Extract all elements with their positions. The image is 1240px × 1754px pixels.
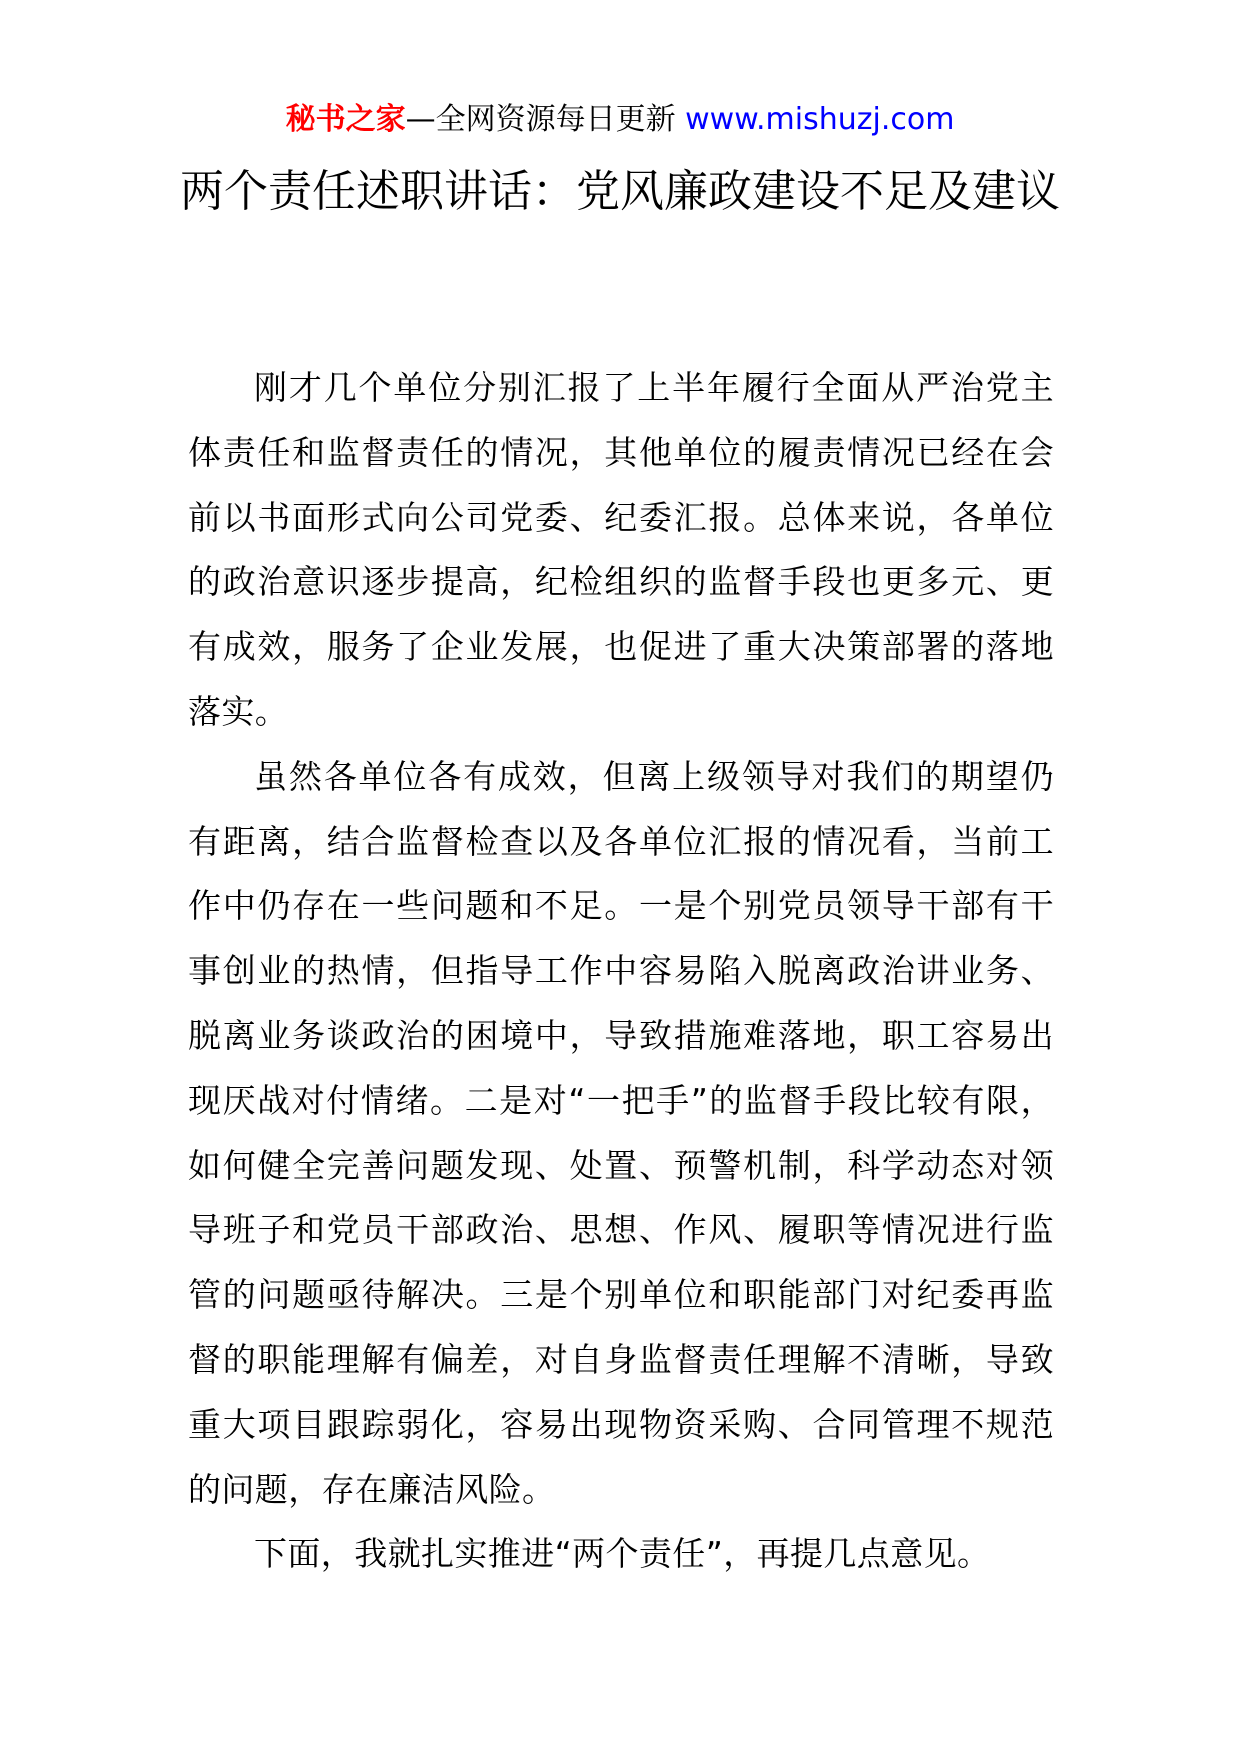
body-paragraph-3: 下面，我就扎实推进“两个责任”，再提几点意见。 <box>254 1534 991 1574</box>
document-body <box>188 356 1054 1587</box>
site-tagline: —全网资源每日更新 <box>405 102 676 137</box>
body-paragraph-2: 虽然各单位各有成效，但离上级领导对我们的期望仍有距离，结合监督检查以及各单位汇报的情况看，当前工作中仍存在一些问题和不足。一是个别党员领导干部有干事创业的热情，但指导工作中容易陷入脱离政治讲业务、脱离业务谈政治的困境中，导致措施难落地，职工容易出现厌战对付情绪。二是对“一把手”的监督手段比较有限，如何健全完善问题发现、处置、预警机制，科学动态对领导班子和党员干部政治、思想、作风、履职等情况进行监管的问题亟待解决。三是个别单位和职能部门对纪委再监督的职能理解有偏差，对自身监督责任理解不清晰，导致重大项目跟踪弱化，容易出现物资采购、合同管理不规范的问题，存在廉洁风险。 <box>188 756 1054 1509</box>
site-header <box>0 98 1240 142</box>
document-title: 两个责任述职讲话：党风廉政建设不足及建议 <box>180 166 1060 217</box>
site-brand: 秘书之家 <box>285 102 406 137</box>
site-url-link[interactable]: www.mishuzj.com <box>685 102 955 137</box>
body-paragraph-1: 刚才几个单位分别汇报了上半年履行全面从严治党主体责任和监督责任的情况，其他单位的履责情况已经在会前以书面形式向公司党委、纪委汇报。总体来说，各单位的政治意识逐步提高，纪检组织的监督手段也更多元、更有成效，服务了企业发展，也促进了重大决策部署的落地落实。 <box>188 368 1054 731</box>
